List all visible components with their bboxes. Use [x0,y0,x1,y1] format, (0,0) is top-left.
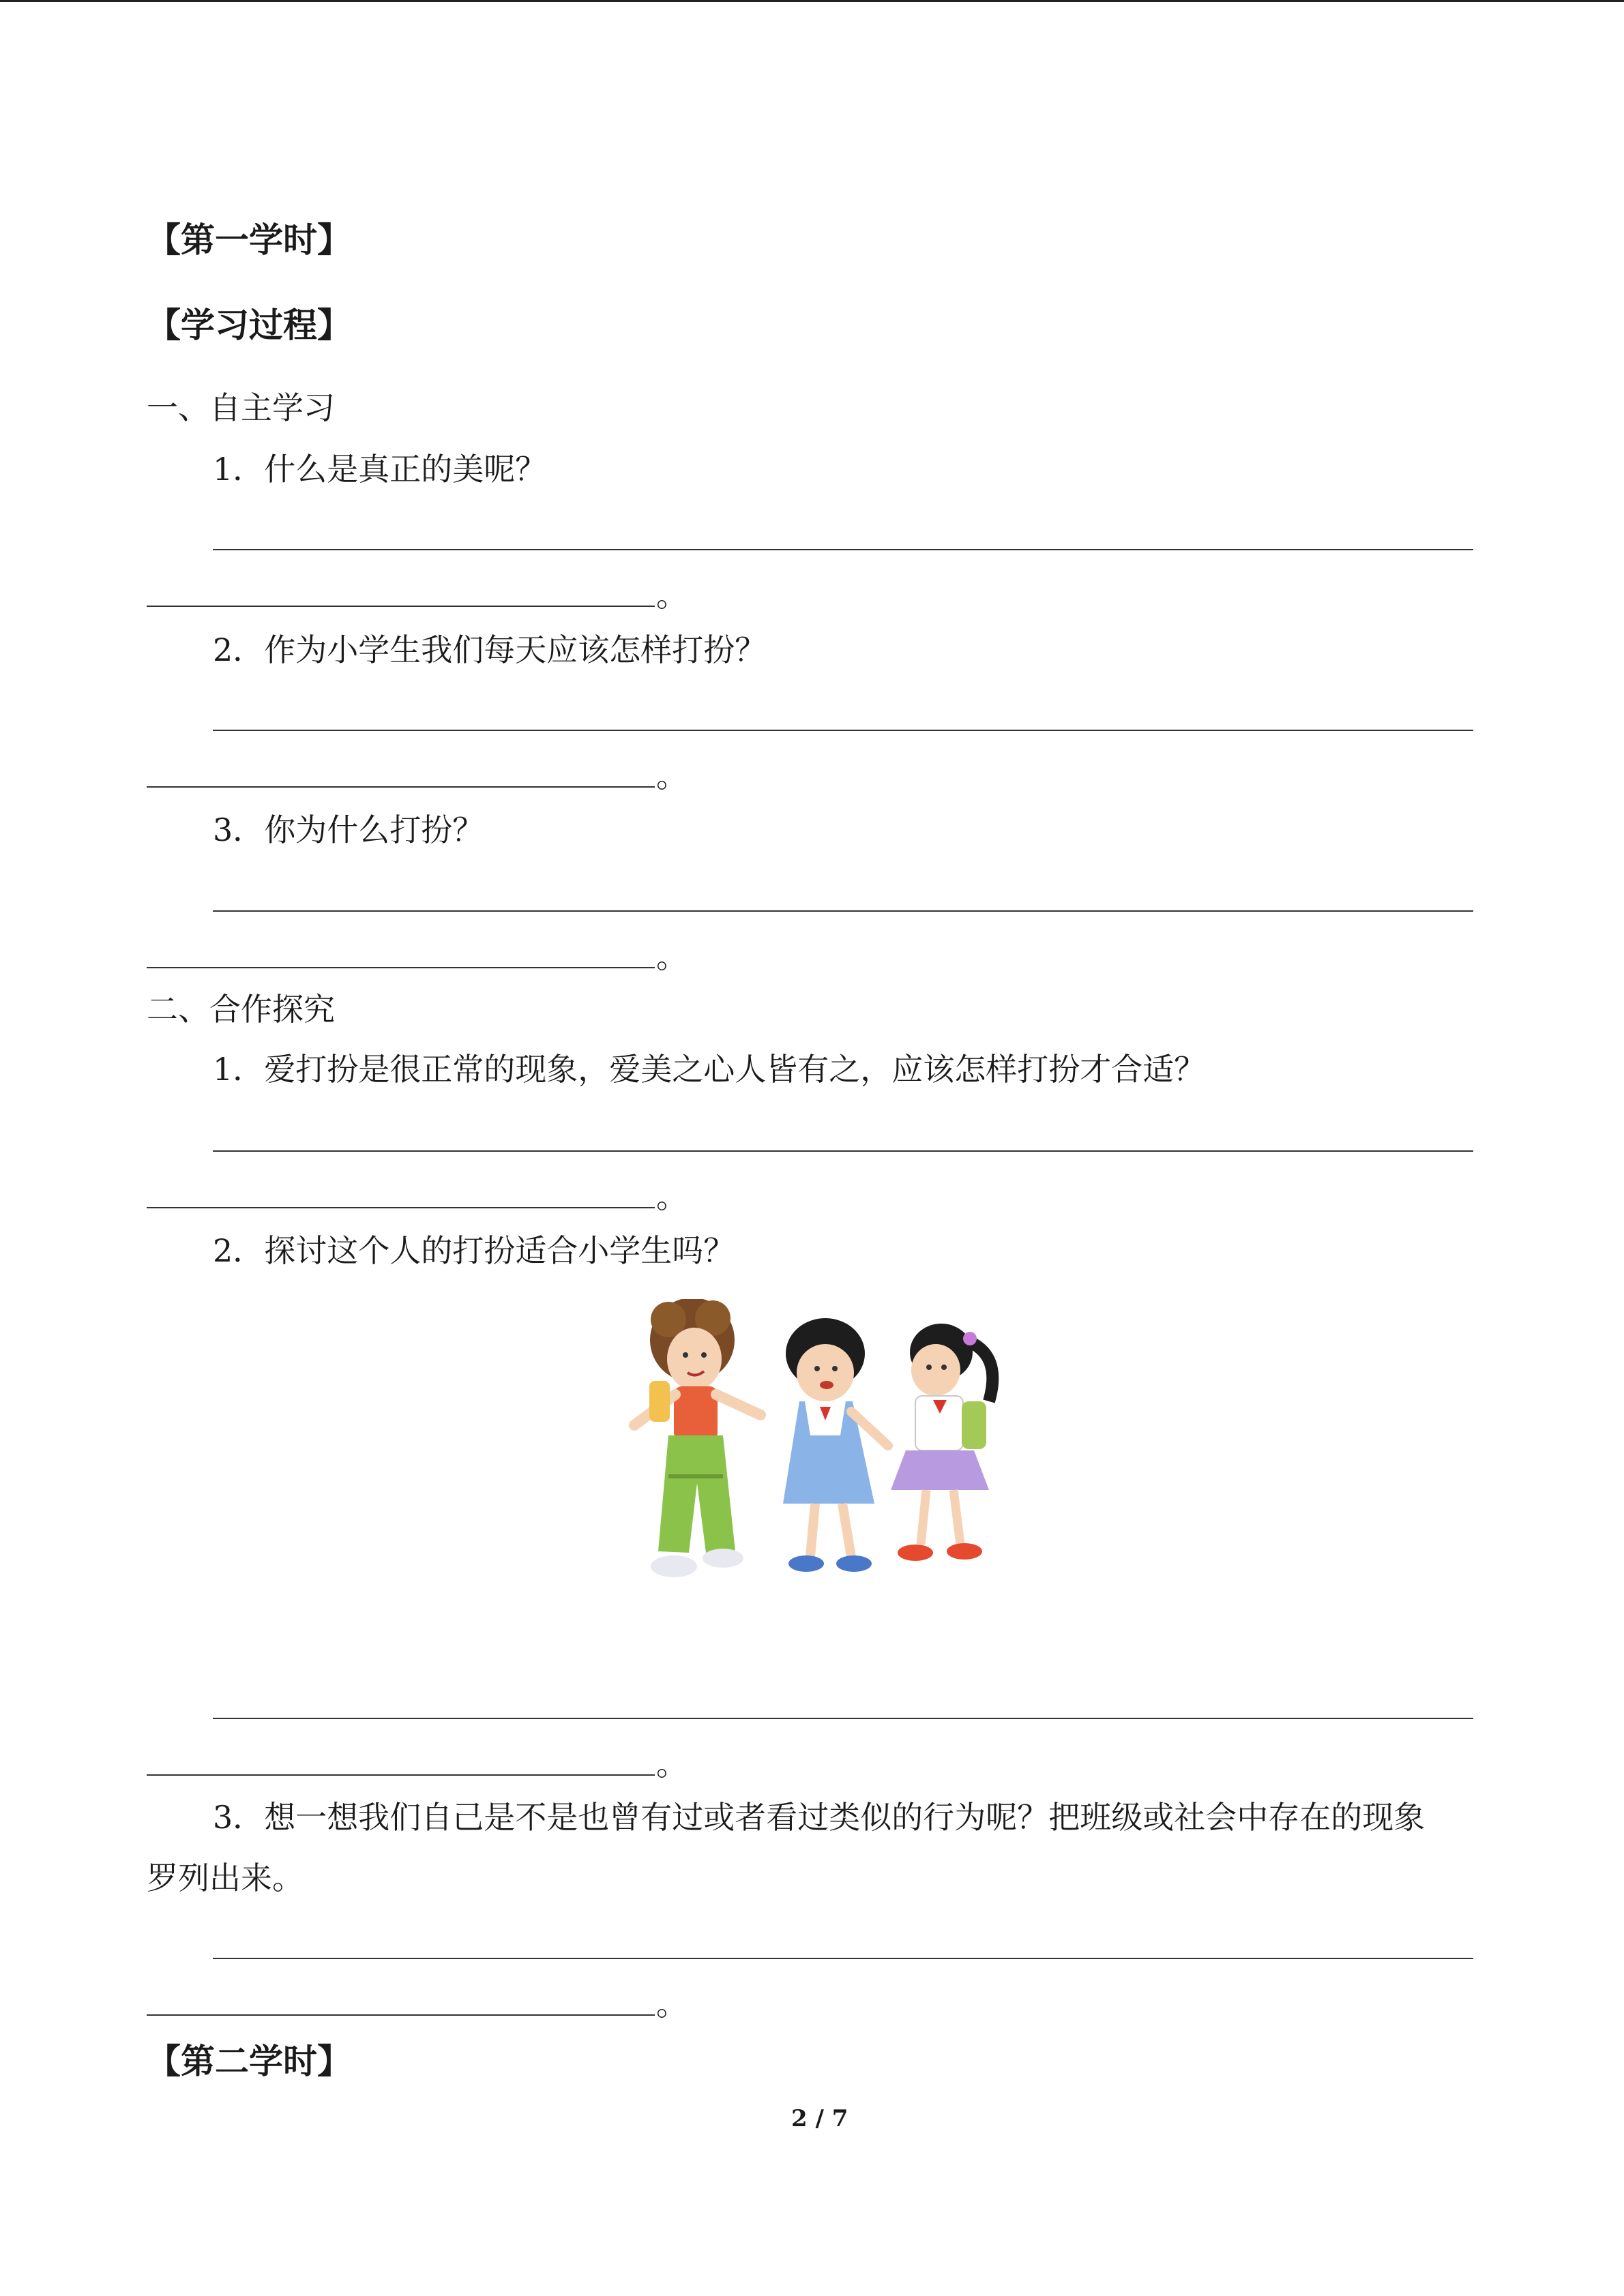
answer-line[interactable] [147,606,655,607]
answer-line[interactable] [213,1958,1473,1959]
section2-title: 二、合作探究 [147,991,335,1028]
process-heading: 【学习过程】 [147,305,351,345]
page-number: 2 / 7 [791,2105,848,2132]
lesson1-heading: 【第一学时】 [147,220,351,260]
answer-line[interactable] [147,1774,655,1776]
question-2-3-line2: 罗列出来。 [147,1860,304,1896]
top-border [0,0,1624,2]
question-1-2: 2．作为小学生我们每天应该怎样打扮？ [213,631,767,668]
lesson2-heading: 【第二学时】 [147,2041,351,2081]
blank-period: 。 [656,1746,688,1783]
answer-line[interactable] [147,967,655,968]
child-girl-middle-figure [783,1318,888,1572]
answer-line[interactable] [147,786,655,788]
question-1-1: 1．什么是真正的美呢？ [213,451,547,488]
answer-line[interactable] [147,1207,655,1208]
question-2-2: 2．探讨这个人的打扮适合小学生吗？ [213,1232,735,1269]
question-1-3: 3．你为什么打扮？ [213,811,484,848]
blank-period: 。 [656,938,688,975]
answer-line[interactable] [147,2014,655,2016]
section1-title: 一、自主学习 [147,389,335,426]
child-boy-figure [634,1299,761,1577]
answer-line[interactable] [213,730,1473,731]
answer-line[interactable] [213,549,1473,550]
question-2-1: 1．爱打扮是很正常的现象，爱美之心人皆有之，应该怎样打扮才合适？ [213,1051,1206,1088]
children-illustration [621,1299,1030,1599]
blank-period: 。 [656,1986,688,2023]
answer-line[interactable] [213,910,1473,912]
answer-line[interactable] [213,1150,1473,1152]
child-girl-right-figure [891,1324,992,1561]
blank-period: 。 [656,577,688,614]
answer-line[interactable] [213,1718,1473,1719]
question-2-3-line1: 3．想一想我们自己是不是也曾有过或者看过类似的行为呢？把班级或社会中存在的现象 [213,1799,1426,1836]
blank-period: 。 [656,1178,688,1215]
blank-period: 。 [656,758,688,794]
